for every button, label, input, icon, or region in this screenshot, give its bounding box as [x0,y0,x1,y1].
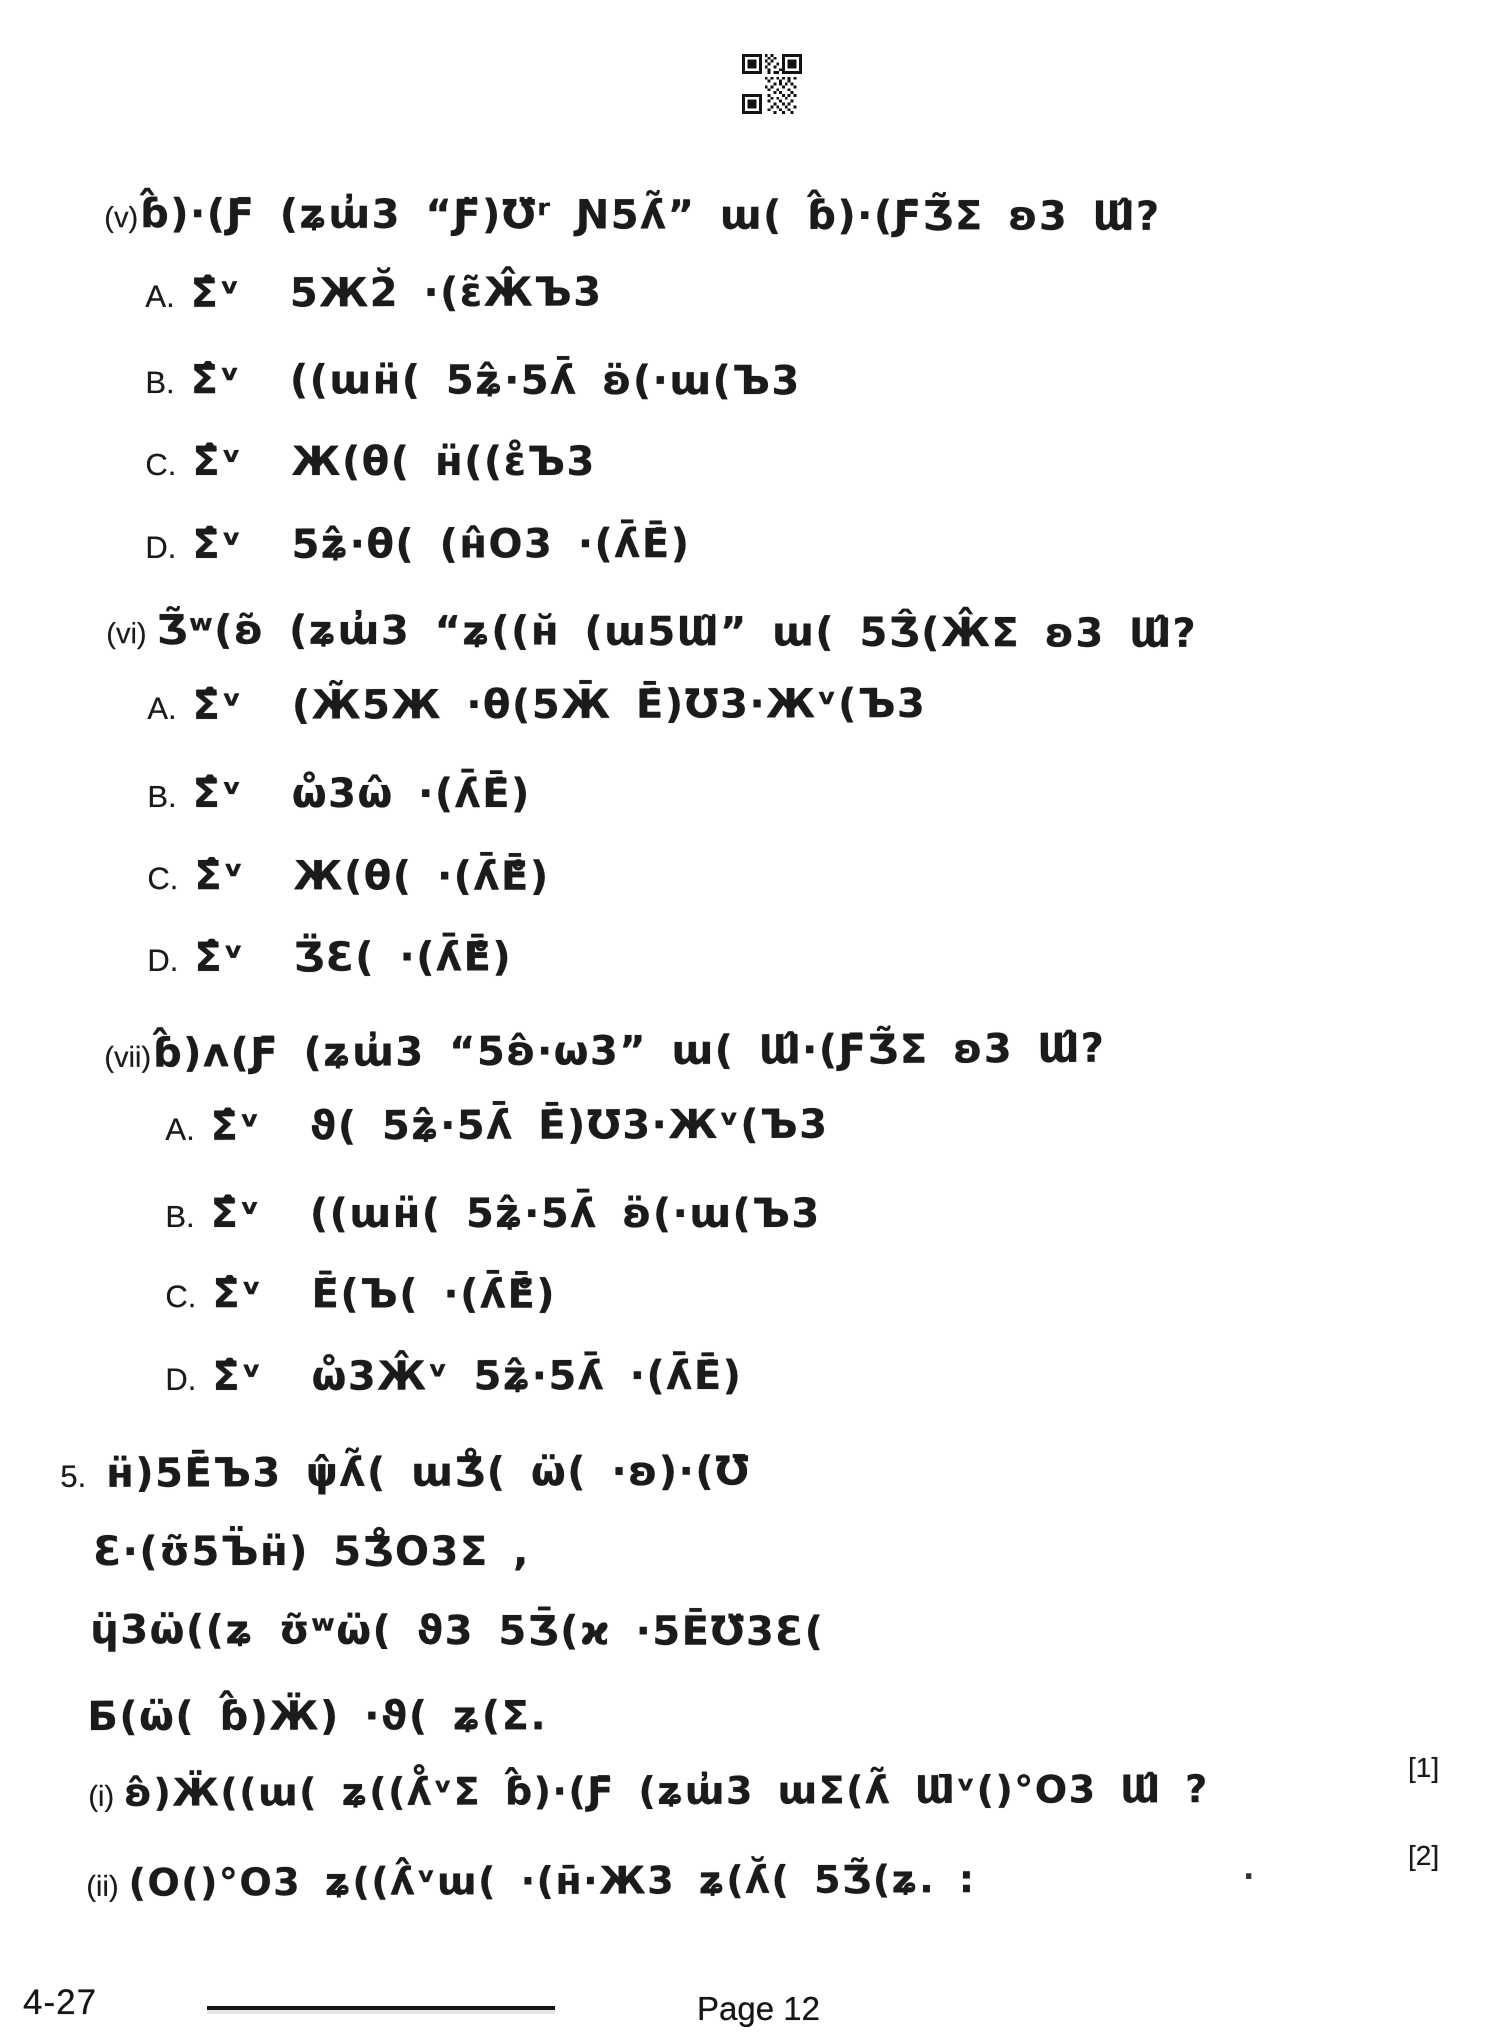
question-5-line-3 [70,1588,825,1674]
option-a-text: Σ̂ᵛ ϑ( 5ʑ̂·5ʎ̄ Ē̂)Ʊ3·Жᵛ(Ъ3 [210,1101,829,1150]
option-b-label: B. [165,1199,195,1234]
option-d-text: Σ̂ᵛ ω̊3Ж̂ᵛ 5ʑ̂·5ʎ̄ ·(ʎ̄Ē̂) [212,1352,743,1400]
marks-badge-ii: [2] [1408,1840,1440,1871]
option-a-text: Σ̂ᵛ 5Ж2̆ ·(ε̃Ж̂Ъ3 [190,269,603,317]
question-vi-option-a [127,662,927,748]
option-c-text: Σ̂ᵛ Ж(θ( ʜ̈((ε̊Ъ3 [192,439,596,485]
question-vii-option-c [145,1252,556,1337]
question-5-number: 5. [60,1458,87,1494]
option-b-text: Σ̂ᵛ ω̊3ω̂ ·(ʎ̄Ē̂) [192,771,531,817]
footer-paper-code: 4-27 [23,1983,98,2022]
question-vi-number: (vi) [106,618,147,651]
question-vii-option-a [145,1083,829,1169]
marks-badge-i: [1] [1408,1752,1440,1783]
question-v [84,172,1161,259]
option-d-text: Σ̂ᵛ 5ʑ̂·θ( (ʜ̂O3 ·(ʎ̄Ē̂) [192,521,691,568]
question-v-option-c [125,420,596,504]
option-d-text: Σ̂ᵛ Ʒ̈Ɛ( ·(ʎ̄Ē̊) [194,934,513,981]
option-a-label: A. [165,1111,195,1147]
question-5-text-line-3: ɥ̈3ω̈((ʑ ʊ̃ʷω̈( ϑ3 5Ʒ̄(ϰ ·5ĒƱ̈3Ɛ( [90,1607,825,1655]
option-d-label: D. [165,1361,197,1397]
option-b-text: Σ̂ᵛ ((ɯʜ̈( 5ʑ̂·5ʎ̄ ʚ̈(·ɯ(Ъ3 [190,357,801,405]
option-b-label: B. [145,365,175,401]
question-vi-option-b [127,752,531,836]
option-a-label: A. [147,690,177,726]
question-vi-text: Ʒ̃ʷ(ʚ̃ (ʑɯ̓3 “ʑ((ʜ̆ (ɯ5Ɯ̃” ɯ( 5Ʒ̂(Ж̂Σ ʚ3 Ɯ̂? [156,607,1198,657]
subquestion-i-number: (i) [88,1780,115,1813]
option-a-text: Σ̂ᵛ (Ж̃5Ж ·θ(5Ж̄ Ē̂)Ʊ3·Жᵛ(Ъ3 [192,680,927,729]
question-vii-option-b [145,1172,821,1256]
question-v-option-b [125,338,801,423]
question-vii-text: ɓ̂)ʌ(Ƒ̄ (ʑɯ̓3 “5ʚ̂·ω3” ɯ( Ɯ̂·(Ƒ̄Ʒ̃Σ ʚ3 Ɯ̂? [152,1025,1106,1077]
subquestion-i [68,1748,1209,1834]
footer-page-number: Page 12 [697,1990,820,2027]
option-b-text: Σ̂ᵛ ((ɯʜ̈( 5ʑ̂·5ʎ̄ ʚ̈(·ɯ(Ъ3 [210,1191,821,1237]
question-v-option-d [125,502,691,587]
option-c-label: C. [147,861,179,897]
question-5-text-line-2: Ɛ·(ʊ̃5Ъ̈ʜ̈) 5Ʒ̊O3Σ , [93,1529,530,1575]
question-v-option-a [125,250,603,336]
qr-code [742,53,802,115]
subquestion-i-text: ʚ̂)Ӝ((ɯ( ʑ((ʎ̊ᵛΣ ɓ̂)·(Ƒ̄ (ʑɯ̓3 ɯΣ(ʎ̃ Ɯ̄ᵛ()°O3 Ɯ̂ ? [124,1767,1209,1815]
subquestion-ii [66,1838,976,1924]
option-d-label: D. [145,529,177,565]
question-vi-option-c [127,834,550,919]
option-c-label: C. [145,447,177,482]
question-5-line-1 [40,1430,751,1516]
option-a-label: A. [145,278,175,314]
question-5-text-line-4: Б(ω̈( ɓ̂)Ӝ) ·ϑ( ʑ(Σ. [87,1693,548,1740]
subquestion-ii-number: (ii) [86,1870,119,1903]
stray-ink-dot: . [1243,1852,1255,1887]
question-v-text: ɓ̂)·(Ƒ̄ (ʑɯ̓3 “Ƒ̈)Ʊ̈ʳ Ɲ5ʎ̃” ɯ( ɓ̂)·(Ƒ̄Ʒ̃Σ ʚ3 Ɯ̂? [140,191,1161,240]
question-5-line-4 [67,1674,547,1759]
question-vi-option-d [127,915,512,1000]
option-b-label: B. [147,779,177,814]
question-vii-number: (vii) [104,1041,152,1074]
footer-rule-line [207,2006,555,2010]
option-c-text: Σ̂ᵛ Ж(θ( ·(ʎ̄Ē̊) [194,853,550,900]
question-5-text-line-1: ʜ̈)5Ē̈Ъ3 ψ̂ʎ̃( ɯƷ̊( ω̈( ·ʚ)·(Ʊ̄ [106,1448,751,1497]
option-c-text: Σ̂ᵛ Ē̃(Ъ( ·(ʎ̄Ē̊) [212,1271,557,1318]
question-5-line-2 [73,1510,530,1594]
option-d-label: D. [147,942,179,978]
question-vii-option-d [145,1334,743,1419]
option-c-label: C. [165,1279,197,1315]
question-v-number: (v) [104,202,139,235]
subquestion-ii-text: (O()°O3 ʑ((ʎ̂ᵛɯ( ·(ʜ̄·Ж3 ʑ(ʎ̆( 5Ʒ̃(ʑ. : [128,1857,976,1905]
